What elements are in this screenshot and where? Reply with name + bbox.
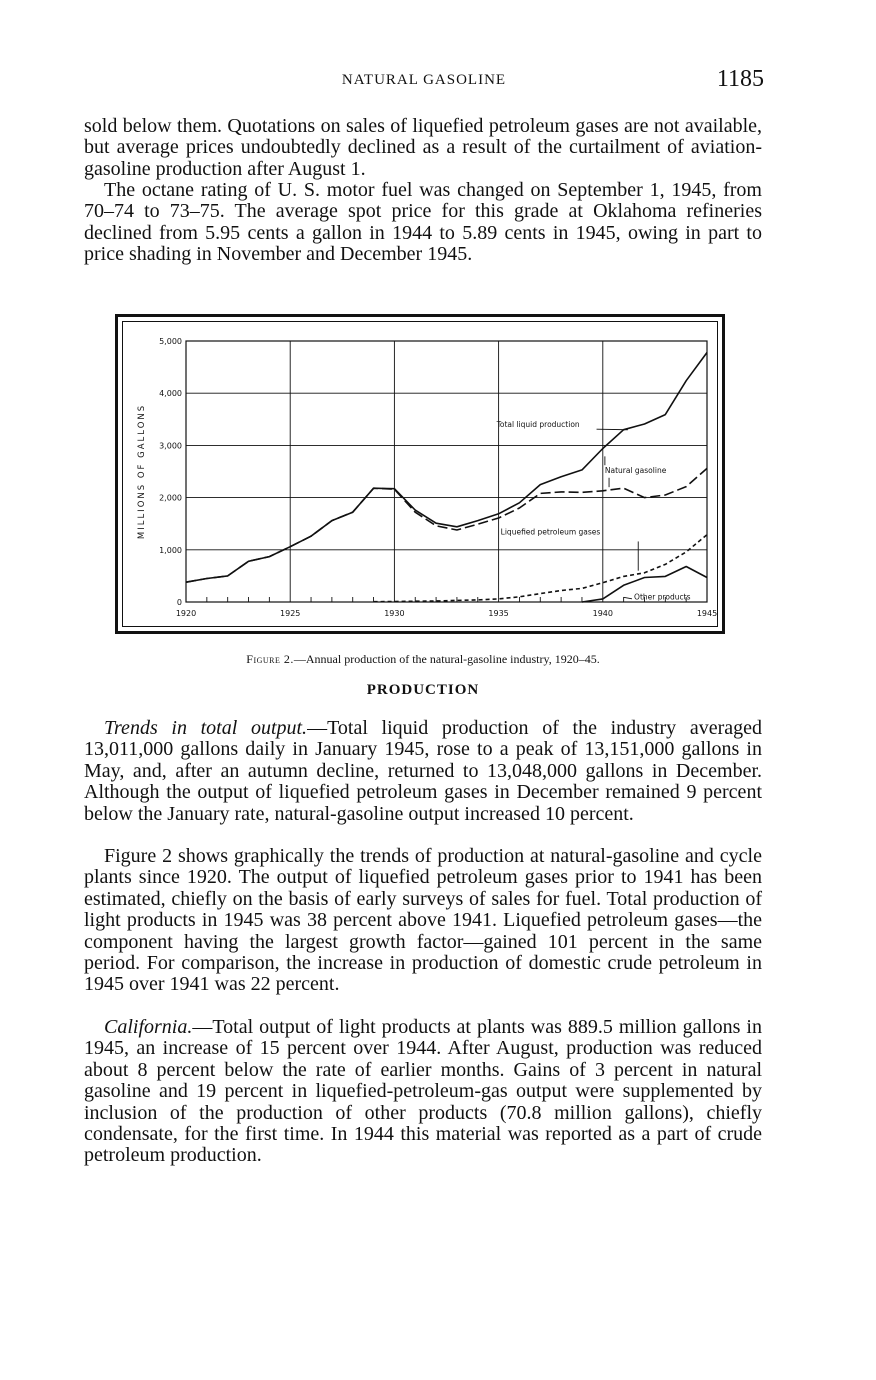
production-chart bbox=[118, 317, 722, 631]
y-tick-label: 1,000 bbox=[159, 545, 182, 555]
paragraph-octane-rating: The octane rating of U. S. motor fuel was changed on September 1, 1945, from 70–74 to 73–75. The average spot price for this grade at Oklahoma refineries declined from 5.95 cents a gallon in 1944 to 5.89 cents in 1945, owing in part to price shading in November and December 1945. bbox=[84, 179, 762, 266]
section-heading: PRODUCTION bbox=[366, 682, 480, 698]
annotation-label: Natural gasoline bbox=[604, 466, 667, 476]
page-number: 1185 bbox=[716, 66, 764, 92]
y-tick-label: 2,000 bbox=[159, 493, 182, 503]
x-tick-label: 1920 bbox=[175, 609, 197, 618]
figure-caption bbox=[84, 652, 762, 667]
y-tick-label: 3,000 bbox=[159, 441, 182, 451]
paragraph-lead-trends: Trends in total output. bbox=[104, 717, 308, 739]
paragraph-trends bbox=[84, 718, 762, 825]
paragraph-california-text: —Total output of light products at plants was 889.5 million gallons in 1945, an increase of 15 percent over 1944. After August, production was reduced about 8 percent below the rate of earlier months. Gains of 3 percent in natural gasoline and 19 percent in liquefied-petroleum-gas output were supplemented by inclusion of the production of other products (70.8 million gallons), chiefly condensate, for the first time. In 1944 this material was reported as a part of crude petroleum production. bbox=[84, 1016, 762, 1167]
paragraph-figure-2: Figure 2 shows graphically the trends of production at natural-gasoline and cycle plants since 1920. The output of liquefied petroleum gases prior to 1941 has been estimated, chiefly on the basis of early surveys of sales for fuel. Total production of light products in 1945 was 38 percent above 1941. Liquefied petroleum gases—the component having the largest growth factor—gained 101 percent in the same period. For comparison, the increase in production of domestic crude petroleum in 1945 over 1941 was 22 percent. bbox=[84, 845, 762, 996]
figure-frame bbox=[115, 314, 725, 634]
y-tick-label: 0 bbox=[176, 598, 182, 607]
annotation-leader bbox=[624, 597, 632, 599]
annotation-leader bbox=[597, 429, 628, 430]
x-tick-label: 1930 bbox=[384, 609, 405, 618]
x-tick-label: 1940 bbox=[592, 609, 613, 618]
y-tick-label: 5,000 bbox=[159, 337, 182, 346]
paragraph-lead-california: California. bbox=[104, 1016, 193, 1038]
chart-series bbox=[186, 353, 707, 603]
y-tick-label: 4,000 bbox=[159, 389, 182, 399]
x-tick-label: 1935 bbox=[488, 609, 509, 618]
paragraph-california bbox=[84, 1017, 762, 1167]
x-tick-label: 1925 bbox=[280, 609, 301, 618]
caption-text: —Annual production of the natural-gasoline industry, 1920–45. bbox=[293, 652, 600, 666]
running-head bbox=[84, 66, 764, 96]
paragraph-trends-text: —Total liquid production of the industry averaged 13,011,000 gallons daily in January 1945, rose to a peak of 13,151,000 gallons in May, and, after an autumn decline, returned to 13,048,000 gallons in December. Although the output of liquefied petroleum gases in December remained 9 percent below the January rate, natural-gasoline output increased 10 percent. bbox=[84, 717, 763, 825]
y-axis-label: MILLIONS OF GALLONS bbox=[137, 403, 147, 540]
caption-label: Figure 2. bbox=[246, 652, 294, 666]
annotation-label: Liquefied petroleum gases bbox=[500, 527, 601, 537]
paragraph-continued: sold below them. Quotations on sales of liquefied petroleum gases are not available, but average prices undoubtedly declined as a result of the curtailment of aviation-gasoline production after August 1. bbox=[84, 115, 762, 180]
annotation-label: Other products bbox=[634, 592, 691, 602]
running-title: NATURAL GASOLINE bbox=[341, 72, 507, 88]
x-tick-label: 1945 bbox=[696, 609, 718, 618]
annotation-label: Total liquid production bbox=[496, 420, 580, 430]
